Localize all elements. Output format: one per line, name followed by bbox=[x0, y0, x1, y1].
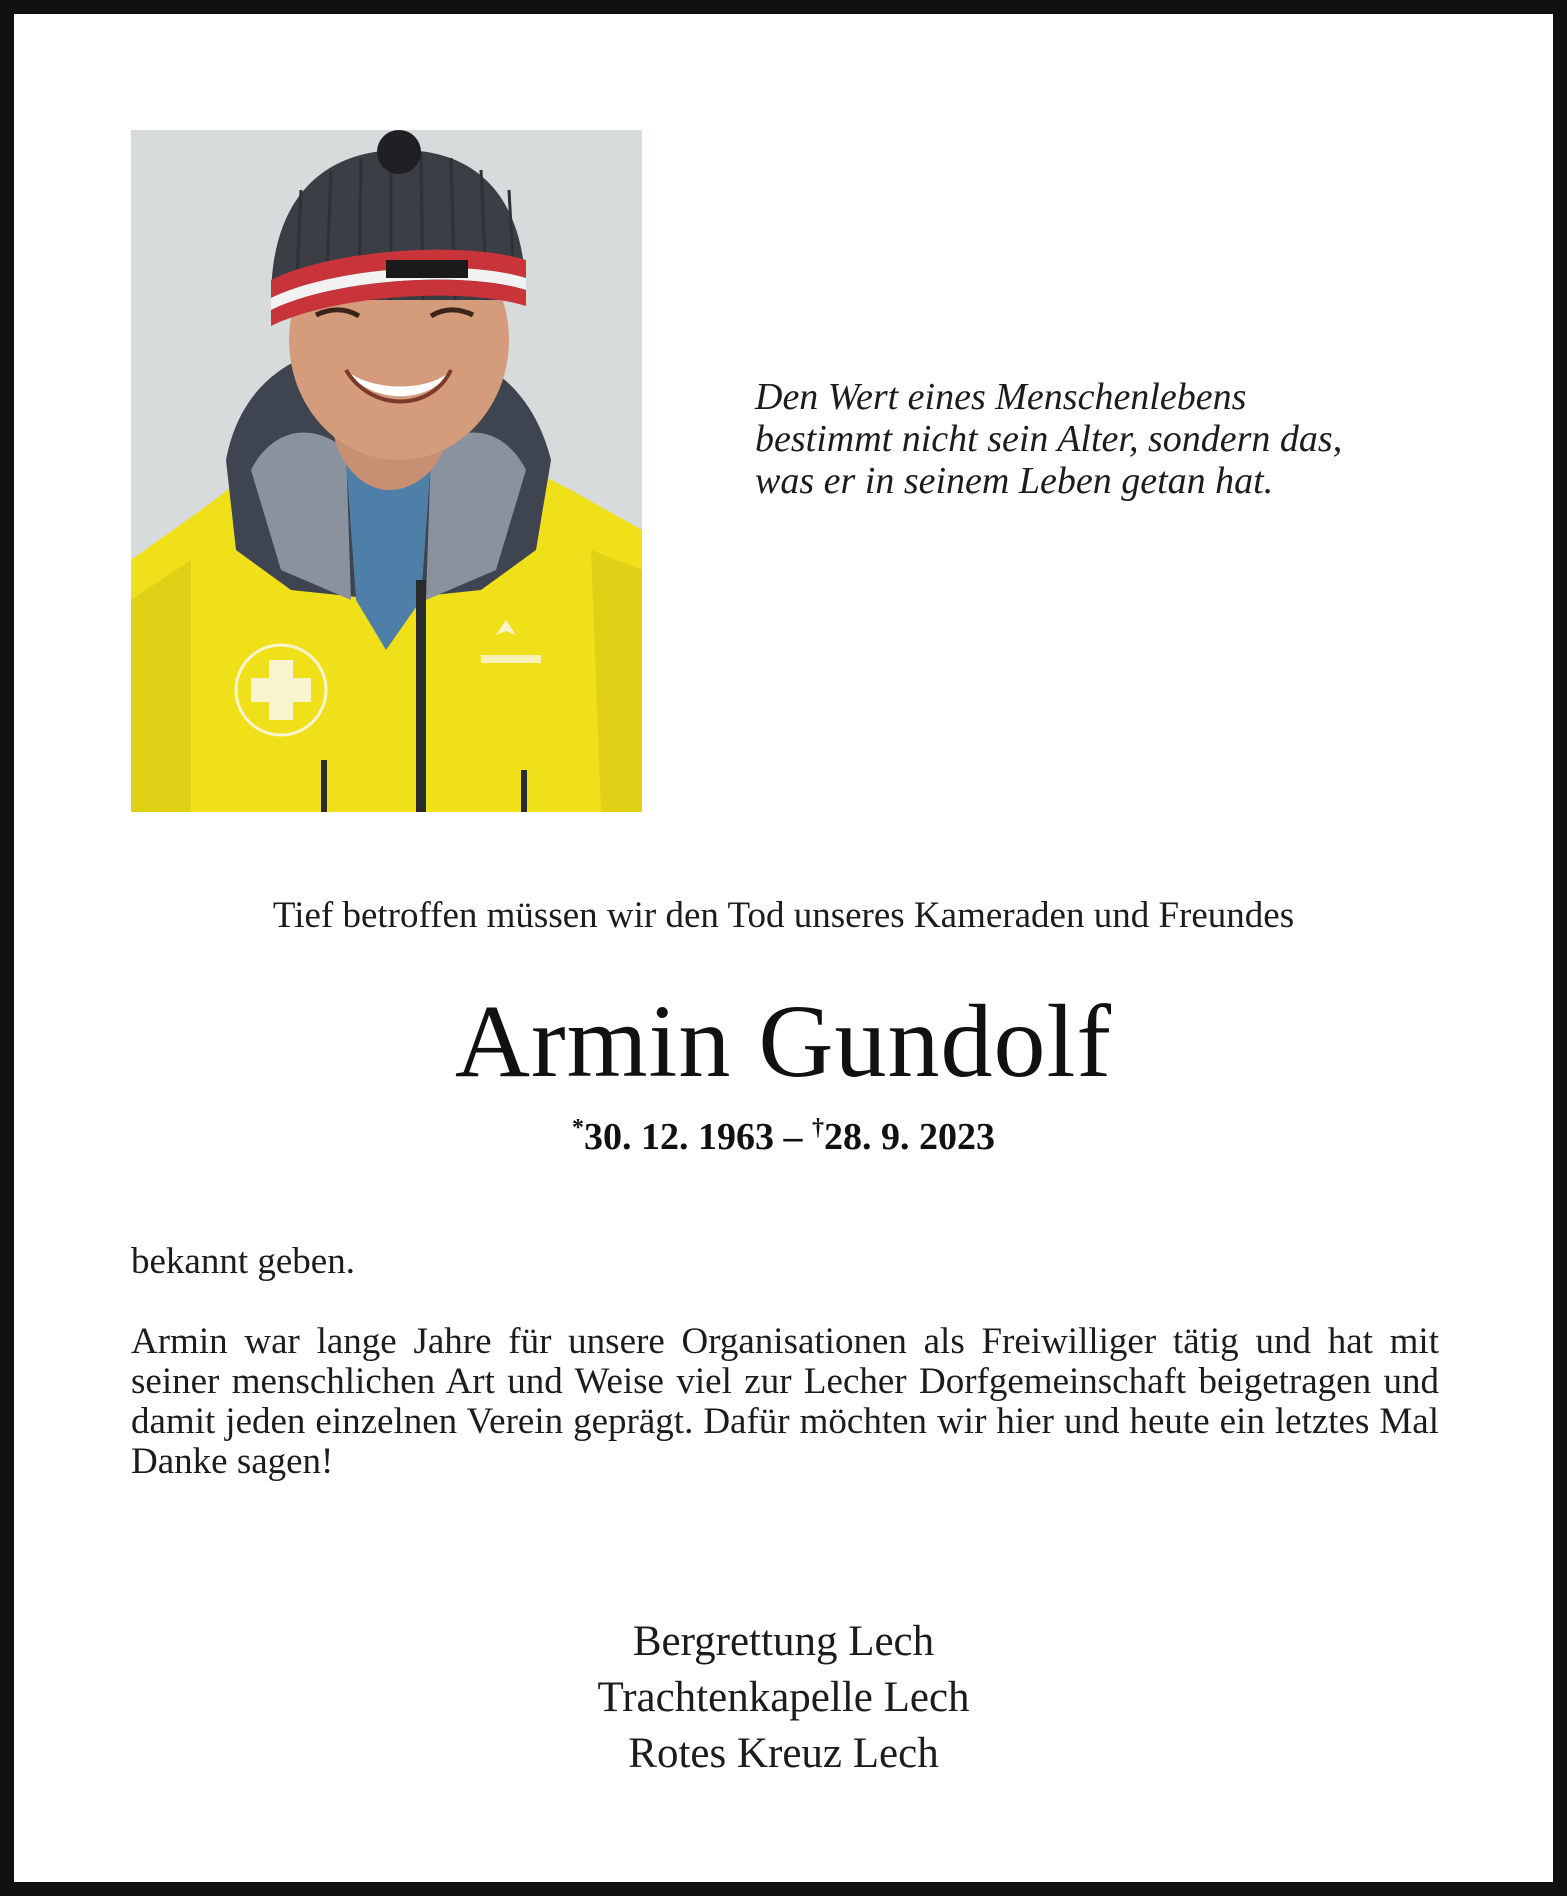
body-paragraph-2: Armin war lange Jahre für unsere Organisationen als Freiwilliger tätig und hat mit seiner menschlichen Art und Weise viel zur Lecher Dorfgemeinschaft beigetragen und damit jeden einzelnen Verein geprägt. Dafür möchten wir hier und heute ein letztes Mal Danke sagen! bbox=[131, 1321, 1439, 1482]
quote-line: was er in seinem Leben getan hat. bbox=[755, 460, 1274, 502]
signature-trachtenkapelle: Trachtenkapelle Lech bbox=[597, 1674, 970, 1721]
memorial-quote bbox=[755, 376, 1455, 502]
intro-text: Tief betroffen müssen wir den Tod unseres Kameraden und Freundes bbox=[272, 895, 1295, 936]
portrait-photo bbox=[131, 130, 642, 812]
death-date: 28. 9. 2023 bbox=[824, 1116, 995, 1158]
deceased-name: Armin Gundolf bbox=[454, 984, 1113, 1099]
quote-line: bestimmt nicht sein Alter, sondern das, bbox=[755, 418, 1343, 460]
body-paragraph-1: bekannt geben. bbox=[131, 1241, 355, 1282]
date-separator: – bbox=[774, 1116, 812, 1158]
signature-bergrettung: Bergrettung Lech bbox=[632, 1618, 935, 1665]
signature-rotes-kreuz: Rotes Kreuz Lech bbox=[628, 1730, 939, 1777]
signatures bbox=[0, 1614, 1567, 1782]
obituary-body bbox=[131, 1242, 1439, 1482]
death-symbol: † bbox=[812, 1115, 824, 1141]
birth-symbol: * bbox=[572, 1115, 584, 1141]
birth-date: 30. 12. 1963 bbox=[584, 1116, 774, 1158]
life-dates bbox=[0, 1112, 1567, 1162]
quote-line: Den Wert eines Menschenlebens bbox=[755, 376, 1247, 418]
